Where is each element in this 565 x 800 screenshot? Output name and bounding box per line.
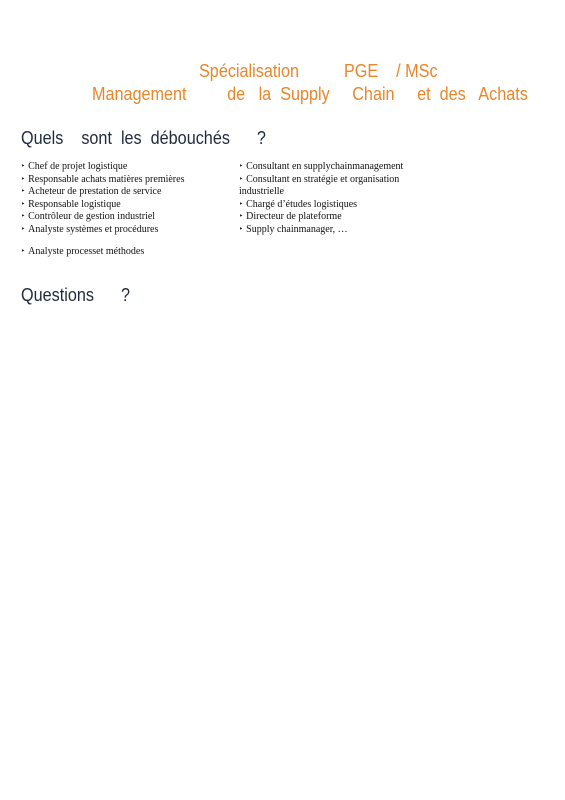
bullet-icon: ‣ <box>239 224 244 233</box>
list-item-label: Consultant en supplychainmanagement <box>246 161 404 172</box>
list-item-label: Analyste processet méthodes <box>28 246 145 257</box>
list-item <box>239 161 403 174</box>
list-item-label: Consultant en stratégie et organisation <box>246 173 400 185</box>
bullet-icon: ‣ <box>239 199 244 208</box>
careers-list-left <box>21 161 184 237</box>
bullet-icon: ‣ <box>21 224 26 233</box>
bullet-icon: ‣ <box>21 187 26 196</box>
list-item <box>21 174 184 187</box>
list-item-label: Chargé d’études logistiques <box>246 198 358 210</box>
debouches-heading: Quels sont les débouchés ? <box>21 128 266 148</box>
bullet-icon: ‣ <box>21 247 26 255</box>
list-item-label: Responsable achats matières premières <box>28 173 185 185</box>
bullet-icon: ‣ <box>21 162 26 170</box>
list-item-label: Analyste systèmes et procédures <box>28 223 159 235</box>
bullet-icon: ‣ <box>239 174 244 183</box>
list-item <box>21 199 184 212</box>
list-item-label: Acheteur de prestation de service <box>28 186 162 198</box>
questions-heading: Questions ? <box>21 285 130 305</box>
list-item <box>21 224 184 237</box>
list-item <box>239 224 403 237</box>
bullet-icon: ‣ <box>21 174 26 183</box>
list-item-label: industrielle <box>239 186 284 198</box>
list-item-label: Contrôleur de gestion industriel <box>28 211 156 223</box>
title-line-2: Management de la Supply Chain et des Achats <box>92 84 528 104</box>
list-item-label: Supply chainmanager, … <box>246 223 348 235</box>
bullet-icon: ‣ <box>239 162 244 170</box>
list-item <box>21 246 144 259</box>
list-item <box>239 174 403 187</box>
list-item-label: Directeur de plateforme <box>246 211 342 223</box>
list-item <box>21 211 184 224</box>
bullet-icon: ‣ <box>21 212 26 221</box>
bullet-icon: ‣ <box>21 199 26 208</box>
list-item <box>21 186 184 199</box>
careers-list-extra <box>21 246 144 259</box>
list-item <box>21 161 184 174</box>
list-item <box>239 199 403 212</box>
list-item-label: Responsable logistique <box>28 198 121 210</box>
bullet-icon: ‣ <box>239 212 244 221</box>
list-item-continuation <box>239 186 403 199</box>
list-item-label: Chef de projet logistique <box>28 161 128 172</box>
title-line-1: Spécialisation PGE / MSc <box>199 61 438 81</box>
list-item <box>239 211 403 224</box>
careers-list-right <box>239 161 403 237</box>
